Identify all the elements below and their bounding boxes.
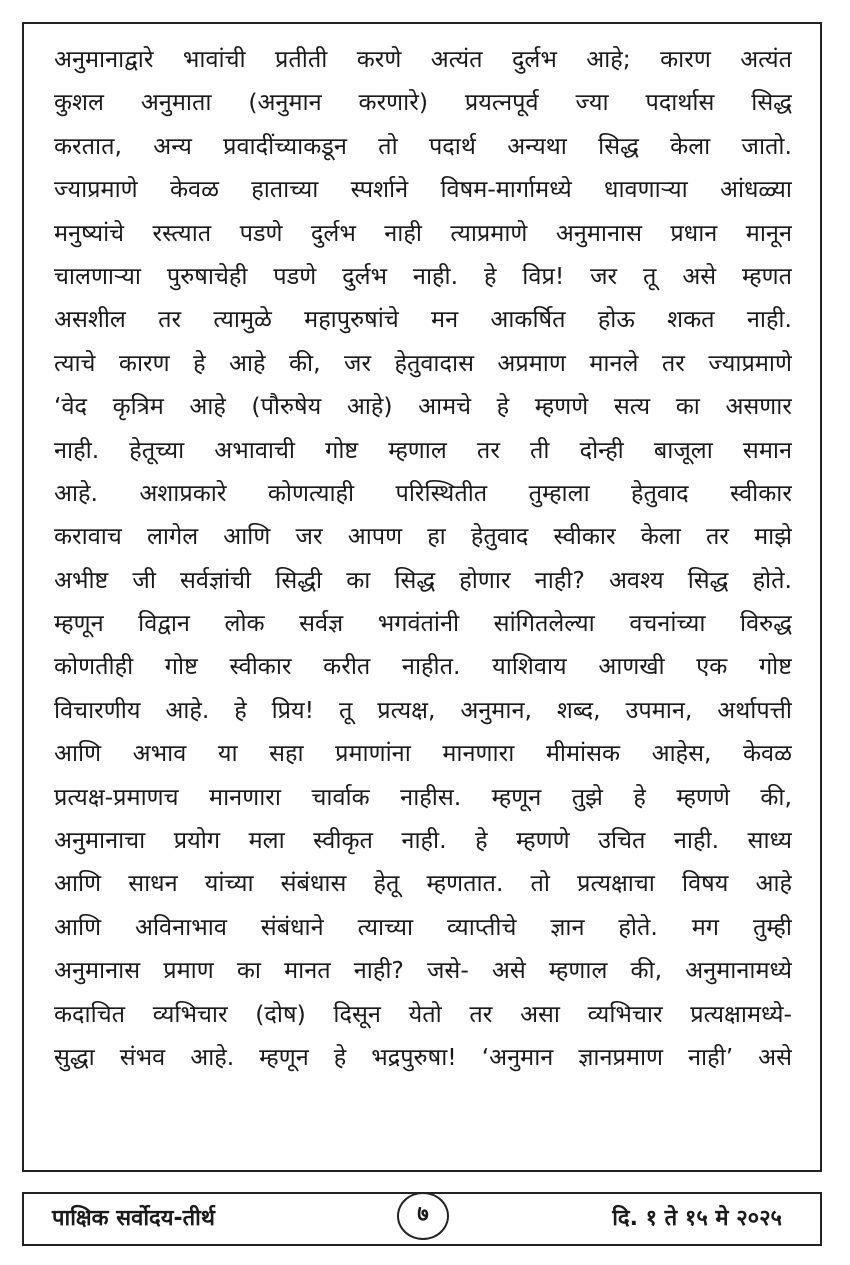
text-line: ‘वेद कृत्रिम आहे (पौरुषेय आहे) आमचे हे म्हणणे सत्य का असणार [54,392,792,421]
text-line: आहे. अशाप्रकारे कोणत्याही परिस्थितीत तुम्हाला हेतुवाद स्वीकार [54,478,792,507]
text-line: आणि साधन यांच्या संबंधास हेतू म्हणतात. तो प्रत्यक्षाचा विषय आहे [54,869,792,898]
text-line: त्याचे कारण हे आहे की, जर हेतुवादास अप्रमाण मानले तर ज्याप्रमाणे [54,348,792,377]
text-line: आणि अभाव या सहा प्रमाणांना मानणारा मीमांसक आहेस, केवळ [54,739,792,768]
text-line: आणि अविनाभाव संबंधाने त्याच्या व्याप्तीचे ज्ञान होते. मग तुम्ही [54,912,792,941]
text-line: अनुमानास प्रमाण का मानत नाही? जसे- असे म्हणाल की, अनुमानामध्ये [54,956,792,985]
text-line: करावाच लागेल आणि जर आपण हा हेतुवाद स्वीकार केला तर माझे [54,522,792,551]
text-line: करतात, अन्य प्रवादींच्याकडून तो पदार्थ अन्यथा सिद्ध केला जातो. [54,131,792,160]
text-line: नाही. हेतूच्या अभावाची गोष्ट म्हणाल तर ती दोन्ही बाजूला समान [54,435,792,464]
issue-date: दि. १ ते १५ मे २०२५ [612,1206,782,1231]
page-number: ७ [397,1192,449,1240]
text-line: कुशल अनुमाता (अनुमान करणारे) प्रयत्नपूर्व ज्या पदार्थास सिद्ध [54,88,792,117]
text-line: अभीष्ट जी सर्वज्ञांची सिद्धी का सिद्ध होणार नाही? अवश्य सिद्ध होते. [54,565,792,594]
text-line: मनुष्यांचे रस्त्यात पडणे दुर्लभ नाही त्याप्रमाणे अनुमानास प्रधान मानून [54,218,792,247]
text-line: कदाचित व्यभिचार (दोष) दिसून येतो तर असा व्यभिचार प्रत्यक्षामध्ये- [54,999,792,1028]
footer-bar [22,1192,822,1246]
text-line: ज्याप्रमाणे केवळ हाताच्या स्पर्शाने विषम-मार्गामध्ये धावणाऱ्या आंधळ्या [54,175,792,204]
text-line: विचारणीय आहे. हे प्रिय! तू प्रत्यक्ष, अनुमान, शब्द, उपमान, अर्थापत्ती [54,695,792,724]
text-line: सुद्धा संभव आहे. म्हणून हे भद्रपुरुषा! ‘अनुमान ज्ञानप्रमाण नाही’ असे [54,1042,792,1071]
text-line: असशील तर त्यामुळे महापुरुषांचे मन आकर्षित होऊ शकत नाही. [54,305,792,334]
text-line: कोणतीही गोष्ट स्वीकार करीत नाहीत. याशिवाय आणखी एक गोष्ट [54,652,792,681]
main-text-frame [22,22,822,1172]
text-line: प्रत्यक्ष-प्रमाणच मानणारा चार्वाक नाहीस. म्हणून तुझे हे म्हणणे की, [54,782,792,811]
text-line: म्हणून विद्वान लोक सर्वज्ञ भगवंतांनी सांगितलेल्या वचनांच्या विरुद्ध [54,609,792,638]
body-text [54,38,792,1079]
text-line: चालणाऱ्या पुरुषाचेही पडणे दुर्लभ नाही. हे विप्र! जर तू असे म्हणत [54,261,792,290]
text-line: अनुमानाद्वारे भावांची प्रतीती करणे अत्यंत दुर्लभ आहे; कारण अत्यंत [54,45,792,73]
text-line: अनुमानाचा प्रयोग मला स्वीकृत नाही. हे म्हणणे उचित नाही. साध्य [54,826,792,855]
publication-name: पाक्षिक सर्वोदय-तीर्थ [52,1206,215,1231]
